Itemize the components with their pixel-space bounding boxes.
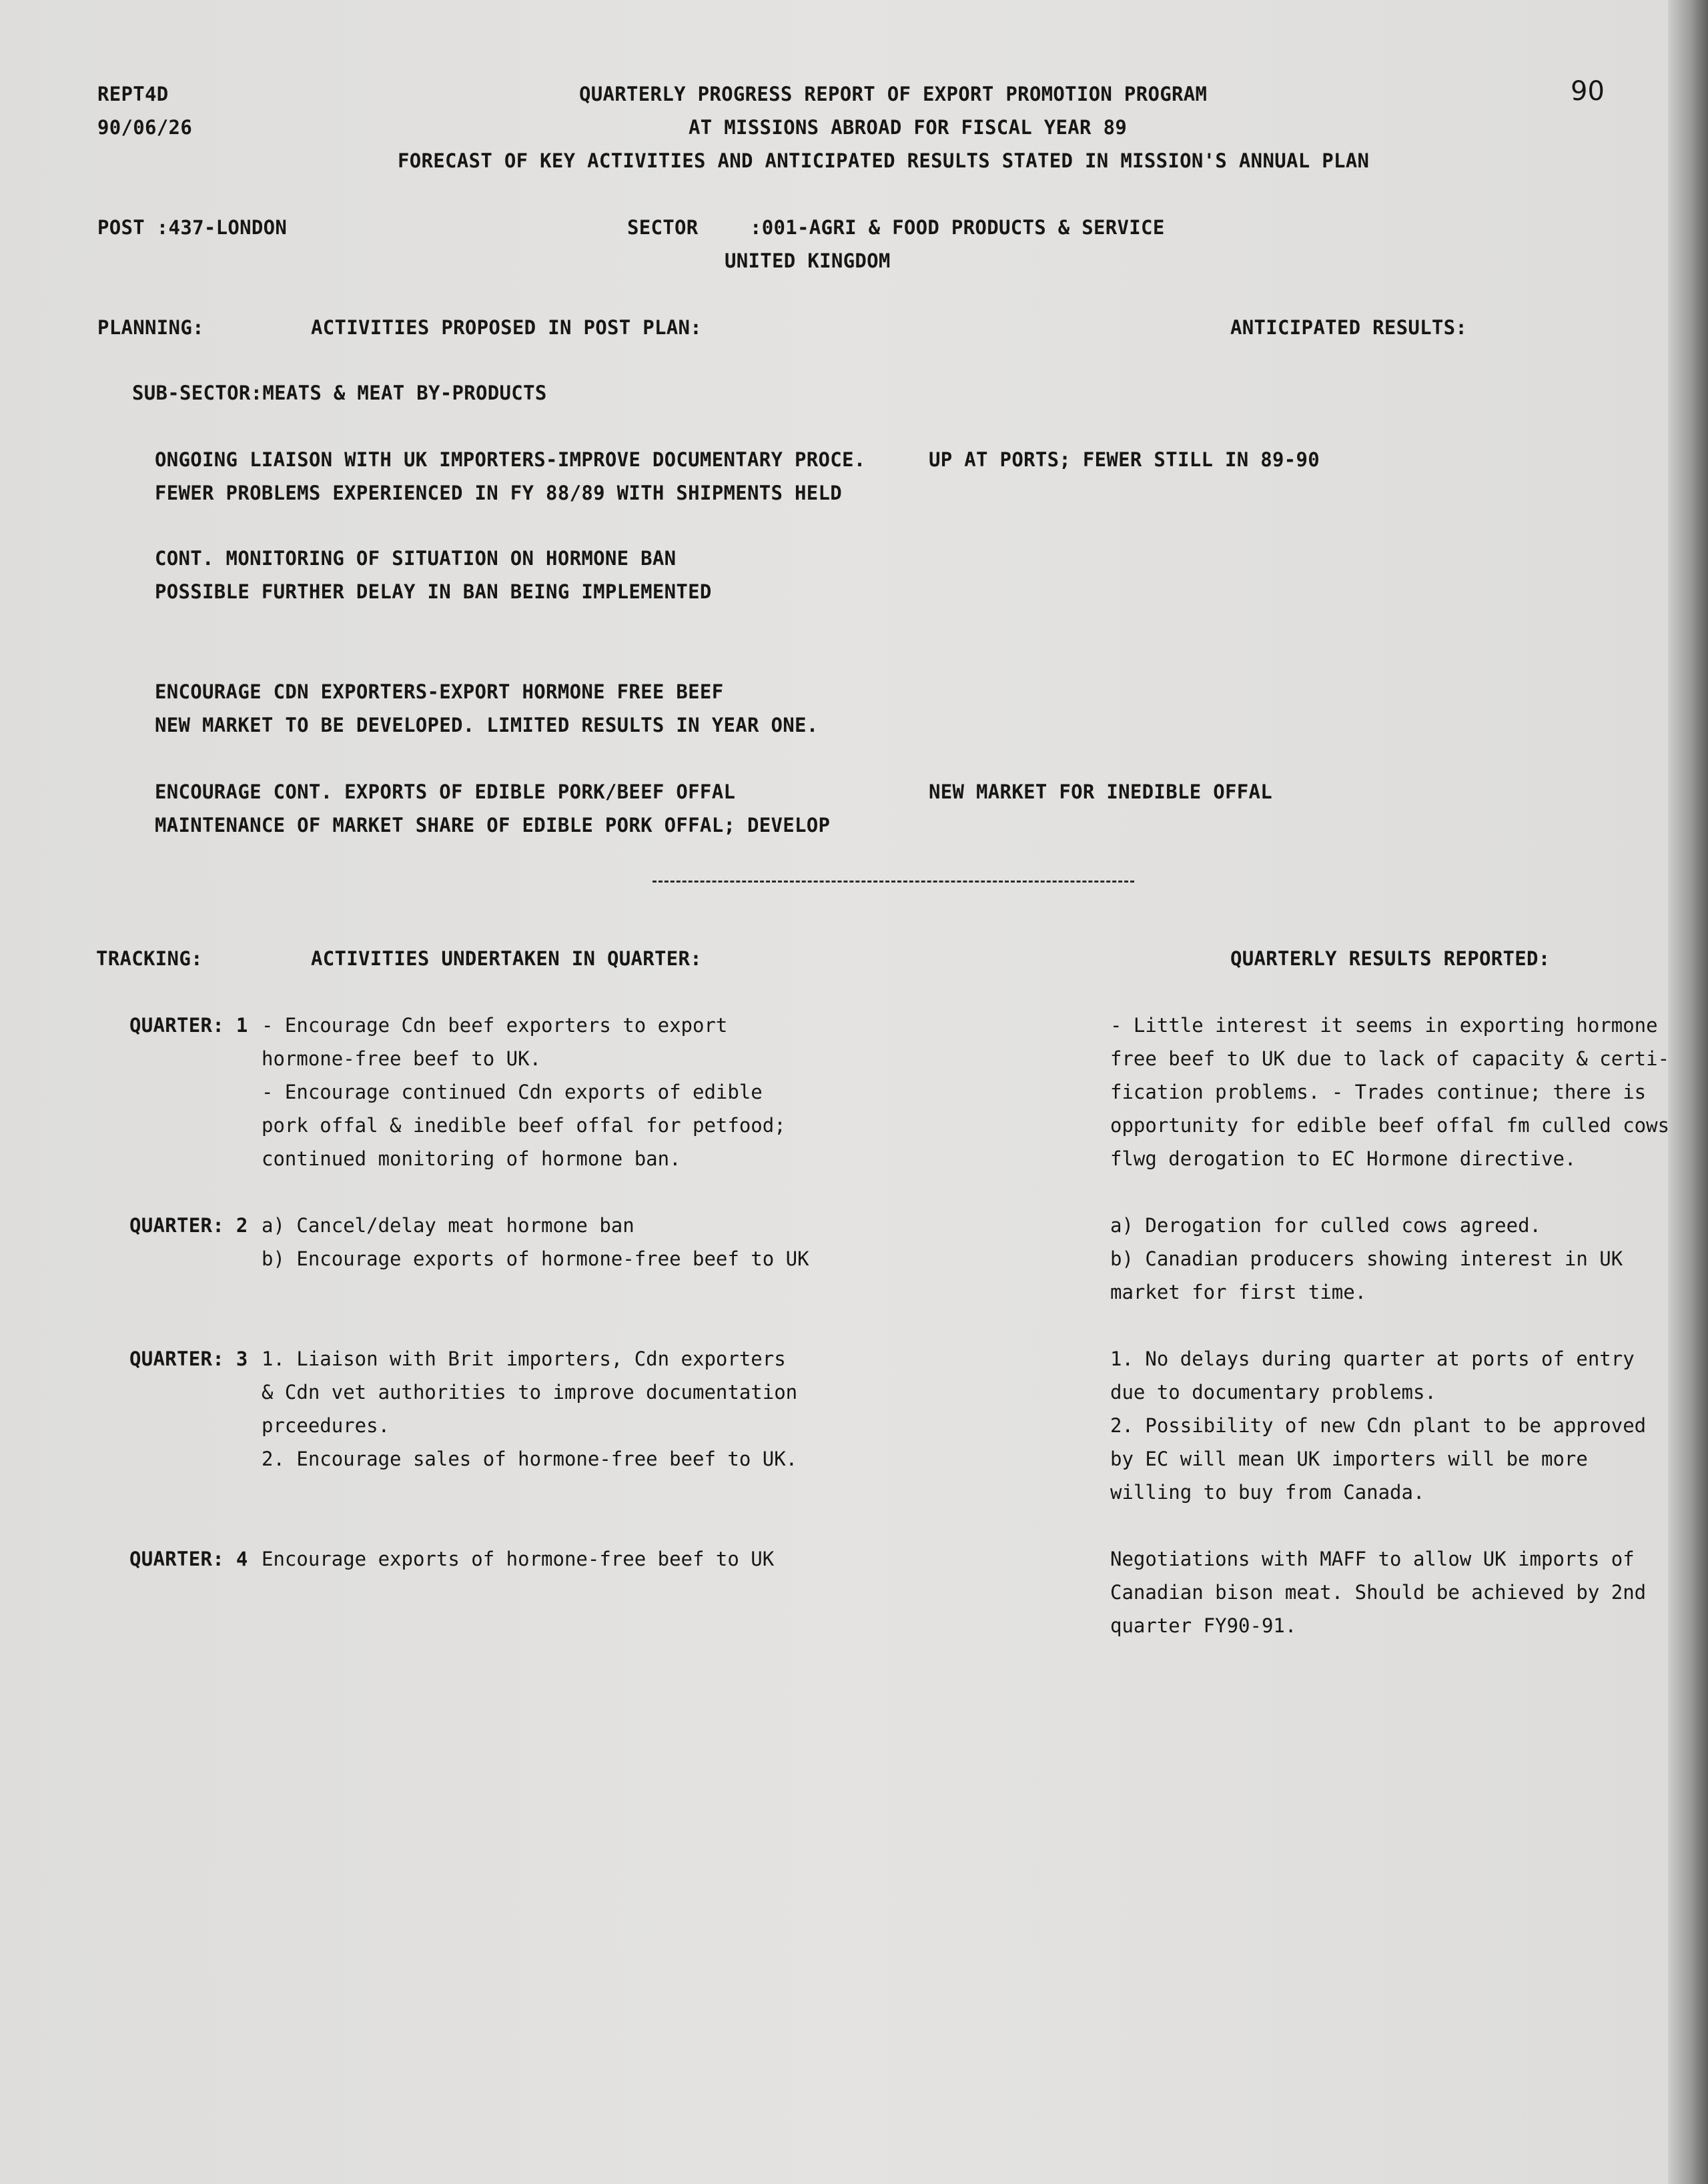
plan-item-4-line2: MAINTENANCE OF MARKET SHARE OF EDIBLE PORK OFFAL; DEVELOP — [155, 814, 831, 837]
report-title-line2: AT MISSIONS ABROAD FOR FISCAL YEAR 89 — [689, 116, 1128, 139]
section-divider — [653, 881, 1134, 883]
quarter-3-results: 1. No delays during quarter at ports of entry due to documentary problems. 2. Possibility of new Cdn plant to be approved by EC will mean UK importers will be more willing to buy from Canada. — [1110, 1347, 1647, 1504]
plan-item-4-result: NEW MARKET FOR INEDIBLE OFFAL — [929, 780, 1273, 803]
quarter-4-activities: Encourage exports of hormone-free beef to UK — [262, 1548, 775, 1570]
tracking-label: TRACKING: — [96, 947, 203, 970]
sector-value: :001-AGRI & FOOD PRODUCTS & SERVICE — [750, 216, 1165, 239]
post-label: POST :437-LONDON — [97, 216, 288, 239]
quarter-4-results: Negotiations with MAFF to allow UK imports of Canadian bison meat. Should be achieved by 2nd quarter FY90-91. — [1110, 1548, 1647, 1637]
quarter-1-activities: - Encourage Cdn beef exporters to export hormone-free beef to UK. - Encourage continued Cdn exports of edible pork offal & inedible beef offal for petfood; continued monitoring of hormone ban. — [262, 1014, 786, 1170]
plan-item-2-line1: CONT. MONITORING OF SITUATION ON HORMONE BAN — [155, 547, 677, 570]
plan-item-1-result: UP AT PORTS; FEWER STILL IN 89-90 — [929, 448, 1320, 471]
report-id: REPT4D — [97, 83, 169, 105]
plan-item-3-line2: NEW MARKET TO BE DEVELOPED. LIMITED RESULTS IN YEAR ONE. — [155, 714, 819, 736]
plan-item-4-line1: ENCOURAGE CONT. EXPORTS OF EDIBLE PORK/BEEF OFFAL — [155, 780, 736, 803]
planning-label: PLANNING: — [97, 316, 204, 339]
page-number: 90 — [1571, 76, 1605, 107]
quarter-1-results: - Little interest it seems in exporting hormone free beef to UK due to lack of capacity & certi- fication problems. - Trades continue; there is opportunity for edible beef offal fm culled cows flwg derogation to EC Hormone directive. — [1110, 1014, 1670, 1170]
quarter-4-label: QUARTER: 4 — [129, 1548, 248, 1570]
report-title-line1: QUARTERLY PROGRESS REPORT OF EXPORT PROMOTION PROGRAM — [579, 83, 1208, 105]
plan-item-1-line1: ONGOING LIAISON WITH UK IMPORTERS-IMPROVE DOCUMENTARY PROCE. — [155, 448, 866, 471]
tracking-activities-header: ACTIVITIES UNDERTAKEN IN QUARTER: — [311, 947, 703, 970]
quarter-3-label: QUARTER: 3 — [129, 1347, 248, 1370]
planning-activities-header: ACTIVITIES PROPOSED IN POST PLAN: — [311, 316, 703, 339]
quarter-1-label: QUARTER: 1 — [129, 1014, 248, 1037]
sector-label: SECTOR — [627, 216, 699, 239]
quarter-2-activities: a) Cancel/delay meat hormone ban b) Encourage exports of hormone-free beef to UK — [262, 1214, 809, 1270]
quarter-2-label: QUARTER: 2 — [129, 1214, 248, 1237]
plan-item-2-line2: POSSIBLE FURTHER DELAY IN BAN BEING IMPLEMENTED — [155, 580, 712, 603]
country: UNITED KINGDOM — [725, 249, 891, 272]
quarter-2-results: a) Derogation for culled cows agreed. b) Canadian producers showing interest in UK market for first time. — [1110, 1214, 1623, 1303]
plan-item-1-line2: FEWER PROBLEMS EXPERIENCED IN FY 88/89 WITH SHIPMENTS HELD — [155, 482, 843, 504]
report-title-line3: FORECAST OF KEY ACTIVITIES AND ANTICIPATED RESULTS STATED IN MISSION'S ANNUAL PLAN — [398, 149, 1370, 172]
subsector-heading: SUB-SECTOR:MEATS & MEAT BY-PRODUCTS — [132, 382, 547, 404]
quarter-3-activities: 1. Liaison with Brit importers, Cdn exporters & Cdn vet authorities to improve documentation prceedures. 2. Encourage sales of hormone-free beef to UK. — [262, 1347, 798, 1470]
report-date: 90/06/26 — [97, 116, 193, 139]
tracking-results-header: QUARTERLY RESULTS REPORTED: — [1230, 947, 1551, 970]
planning-results-header: ANTICIPATED RESULTS: — [1230, 316, 1468, 339]
plan-item-3-line1: ENCOURAGE CDN EXPORTERS-EXPORT HORMONE FREE BEEF — [155, 680, 724, 703]
